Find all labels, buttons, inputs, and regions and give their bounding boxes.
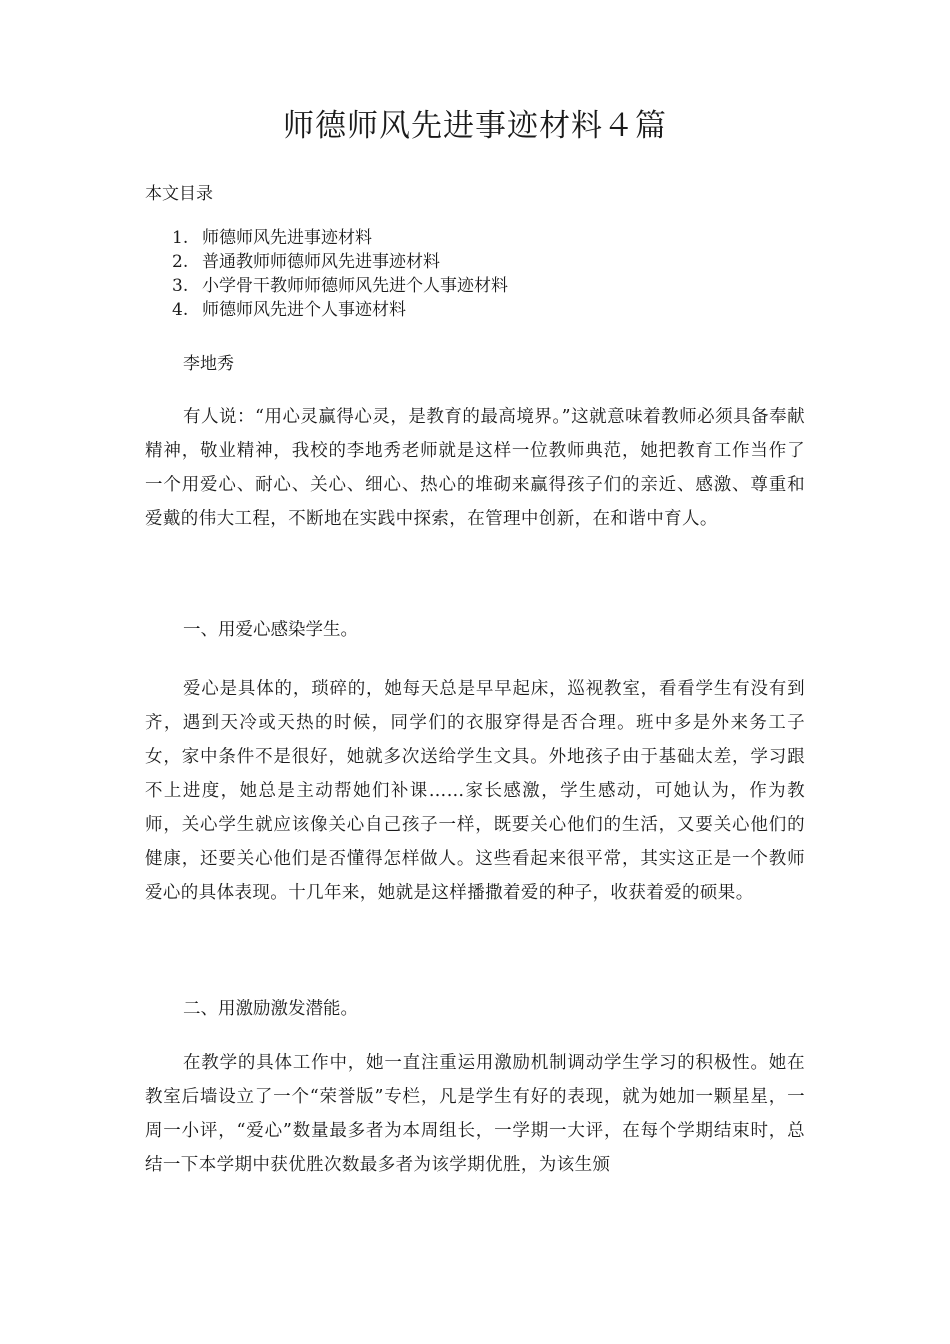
- toc-item-text: 小学骨干教师师德师风先进个人事迹材料: [202, 276, 508, 296]
- toc-item-number: 1.: [172, 228, 189, 248]
- toc-item[interactable]: [172, 274, 508, 298]
- toc-item[interactable]: [172, 250, 508, 274]
- toc-item-text: 师德师风先进个人事迹材料: [202, 300, 406, 320]
- document-title: 师德师风先进事迹材料４篇: [283, 108, 667, 144]
- table-of-contents: [172, 226, 508, 322]
- toc-item[interactable]: [172, 226, 508, 250]
- toc-item-text: 师德师风先进事迹材料: [202, 228, 372, 248]
- toc-item-text: 普通教师师德师风先进事迹材料: [202, 252, 440, 272]
- toc-item-number: 3.: [172, 276, 189, 296]
- section-heading-2: 二、用激励激发潜能。: [183, 999, 358, 1019]
- intro-paragraph: 有人说：“用心灵赢得心灵，是教育的最高境界。”这就意味着教师必须具备奉献精神，敬业精神，我校的李地秀老师就是这样一位教师典范，她把教育工作当作了一个用爱心、耐心、关心、细心、热心的堆砌来赢得孩子们的亲近、感激、尊重和爱戴的伟大工程，不断地在实践中探索，在管理中创新，在和谐中育人。: [145, 407, 805, 529]
- section-2-paragraph: 在教学的具体工作中，她一直注重运用激励机制调动学生学习的积极性。她在教室后墙设立了一个“荣誉版”专栏，凡是学生有好的表现，就为她加一颗星星，一周一小评，“爱心”数量最多者为本周组长，一学期一大评，在每个学期结束时，总结一下本学期中获优胜次数最多者为该学期优胜，为该生颁: [145, 1053, 805, 1175]
- toc-item-number: 4.: [172, 300, 189, 320]
- section-heading-1: 一、用爱心感染学生。: [183, 620, 358, 640]
- toc-item-number: 2.: [172, 252, 189, 272]
- toc-item[interactable]: [172, 298, 508, 322]
- section-1-paragraph: 爱心是具体的，琐碎的，她每天总是早早起床，巡视教室，看看学生有没有到齐，遇到天冷或天热的时候，同学们的衣服穿得是否合理。班中多是外来务工子女，家中条件不是很好，她就多次送给学生文具。外地孩子由于基础太差，学习跟不上进度，她总是主动帮她们补课……家长感激，学生感动，可她认为，作为教师，关心学生就应该像关心自己孩子一样，既要关心他们的生活，又要关心他们的健康，还要关心他们是否懂得怎样做人。这些看起来很平常，其实这正是一个教师爱心的具体表现。十几年来，她就是这样播撒着爱的种子，收获着爱的硕果。: [145, 679, 805, 903]
- toc-label: 本文目录: [145, 184, 213, 204]
- author-name: 李地秀: [183, 354, 234, 374]
